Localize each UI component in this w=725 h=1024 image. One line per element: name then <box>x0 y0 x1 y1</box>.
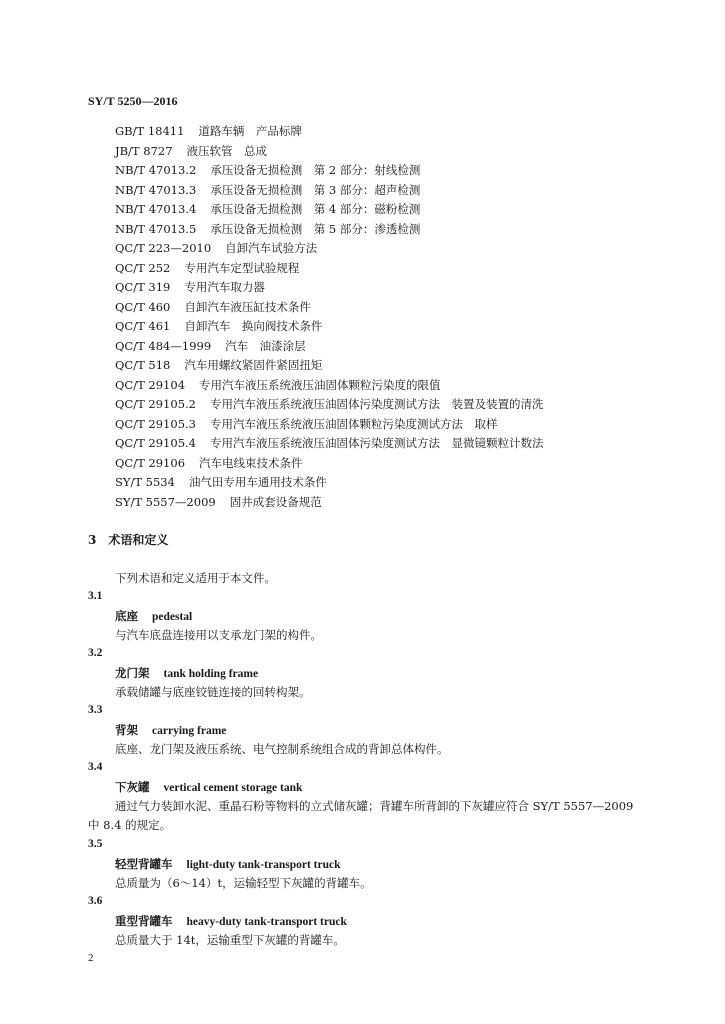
reference-title: 专用汽车液压系统液压油固体颗粒污染度的限值 <box>199 377 441 392</box>
term-english: carrying frame <box>152 725 227 737</box>
term-heading <box>115 608 192 624</box>
term-english: light-duty tank-transport truck <box>186 859 341 871</box>
term-heading <box>115 913 347 929</box>
reference-code: GB/T 18411 <box>115 124 185 138</box>
reference-item <box>115 376 543 396</box>
reference-title: 液压软管 总成 <box>186 143 268 158</box>
reference-item <box>115 337 543 357</box>
term-definition: 承载储罐与底座铰链连接的回转构架。 <box>115 685 311 699</box>
reference-title: 承压设备无损检测 第 5 部分：渗透检测 <box>210 221 421 236</box>
reference-item <box>115 473 543 493</box>
reference-code: QC/T 252 <box>115 260 171 275</box>
reference-code: NB/T 47013.2 <box>115 163 197 177</box>
reference-title: 专用汽车液压系统液压油固体污染度测试方法 显微镜颗粒计数法 <box>209 436 544 450</box>
section-title: 3 术语和定义 <box>88 533 169 547</box>
reference-item <box>115 220 543 240</box>
reference-item <box>115 395 543 415</box>
reference-item <box>115 142 543 162</box>
reference-title: 承压设备无损检测 第 3 部分：超声检测 <box>210 182 421 197</box>
reference-item <box>115 122 543 142</box>
term-number: 3.4 <box>88 761 103 773</box>
reference-title: 自卸汽车试验方法 <box>225 241 318 255</box>
reference-title: 固井成套设备规范 <box>229 494 322 509</box>
term-heading <box>115 722 226 738</box>
reference-item <box>115 434 543 454</box>
reference-title: 汽车电线束技术条件 <box>199 455 303 470</box>
reference-item <box>115 259 543 279</box>
reference-code: NB/T 47013.4 <box>115 202 197 216</box>
reference-item <box>115 161 543 181</box>
reference-item <box>115 317 543 337</box>
term-chinese: 下灰罐 <box>115 780 150 794</box>
term-english: tank holding frame <box>163 668 259 680</box>
term-number: 3.3 <box>88 704 103 716</box>
reference-title: 专用汽车液压系统液压油固体颗粒污染度测试方法 取样 <box>209 416 498 431</box>
reference-title: 承压设备无损检测 第 2 部分：射线检测 <box>210 163 421 177</box>
reference-item <box>115 278 543 298</box>
reference-item <box>115 298 543 318</box>
reference-title: 承压设备无损检测 第 4 部分：磁粉检测 <box>210 202 421 216</box>
reference-item <box>115 239 543 259</box>
section-intro: 下列术语和定义适用于本文件。 <box>115 571 276 585</box>
reference-code: QC/T 29104 <box>115 377 186 392</box>
term-chinese: 底座 <box>115 609 138 623</box>
reference-item <box>115 356 543 376</box>
reference-title: 道路车辆 产品标牌 <box>198 124 302 138</box>
term-heading <box>115 665 258 681</box>
standard-number-header: SY/T 5250—2016 <box>88 94 178 108</box>
normative-references-list <box>115 122 543 512</box>
term-number: 3.1 <box>88 590 103 602</box>
reference-code: JB/T 8727 <box>115 143 173 158</box>
term-chinese: 重型背罐车 <box>115 914 173 928</box>
reference-code: NB/T 47013.3 <box>115 182 197 197</box>
reference-item <box>115 493 543 513</box>
reference-code: QC/T 460 <box>115 299 171 314</box>
reference-code: QC/T 223—2010 <box>115 241 212 255</box>
reference-title: 汽车用螺纹紧固件紧固扭矩 <box>184 358 323 372</box>
reference-title: 汽车 油漆涂层 <box>225 338 306 353</box>
term-definition: 总质量大于 14t，运输重型下灰罐的背罐车。 <box>115 933 345 947</box>
reference-title: 专用汽车液压系统液压油固体污染度测试方法 装置及装置的清洗 <box>209 397 544 411</box>
reference-item <box>115 415 543 435</box>
page-number: 2 <box>88 952 94 964</box>
reference-code: QC/T 319 <box>115 280 171 294</box>
reference-code: QC/T 461 <box>115 319 171 333</box>
reference-code: QC/T 29105.3 <box>115 416 196 431</box>
reference-code: QC/T 29105.4 <box>115 436 196 450</box>
reference-code: NB/T 47013.5 <box>115 221 197 236</box>
term-english: pedestal <box>152 611 193 623</box>
term-heading <box>115 856 340 872</box>
term-number: 3.6 <box>88 895 103 907</box>
reference-code: QC/T 484—1999 <box>115 338 212 353</box>
reference-title: 专用汽车定型试验规程 <box>184 260 300 275</box>
term-number: 3.5 <box>88 838 103 850</box>
term-definition: 与汽车底盘连接用以支承龙门架的构件。 <box>115 628 322 642</box>
reference-item <box>115 454 543 474</box>
reference-code: SY/T 5534 <box>115 475 175 489</box>
term-definition: 通过气力装卸水泥、重晶石粉等物料的立式储灰罐；背罐车所背卸的下灰罐应符合 SY/T 5557—2009 中 8.4 的规定。 <box>88 799 634 832</box>
reference-code: QC/T 29105.2 <box>115 397 196 411</box>
reference-item <box>115 181 543 201</box>
term-english: heavy-duty tank-transport truck <box>186 916 347 928</box>
reference-code: QC/T 29106 <box>115 455 186 470</box>
term-chinese: 龙门架 <box>115 666 150 680</box>
reference-item <box>115 200 543 220</box>
term-chinese: 轻型背罐车 <box>115 857 173 871</box>
term-number: 3.2 <box>88 647 103 659</box>
term-chinese: 背架 <box>115 723 138 737</box>
reference-code: SY/T 5557—2009 <box>115 494 216 509</box>
reference-title: 自卸汽车 换向阀技术条件 <box>184 319 323 333</box>
term-heading <box>115 779 302 795</box>
reference-code: QC/T 518 <box>115 358 171 372</box>
reference-title: 油气田专用车通用技术条件 <box>188 475 327 489</box>
reference-title: 自卸汽车液压缸技术条件 <box>184 299 311 314</box>
reference-title: 专用汽车取力器 <box>184 280 265 294</box>
term-english: vertical cement storage tank <box>163 782 303 794</box>
term-definition: 总质量为（6～14）t，运输轻型下灰罐的背罐车。 <box>115 876 372 890</box>
term-definition: 底座、龙门架及液压系统、电气控制系统组合成的背卸总体构件。 <box>115 742 449 756</box>
